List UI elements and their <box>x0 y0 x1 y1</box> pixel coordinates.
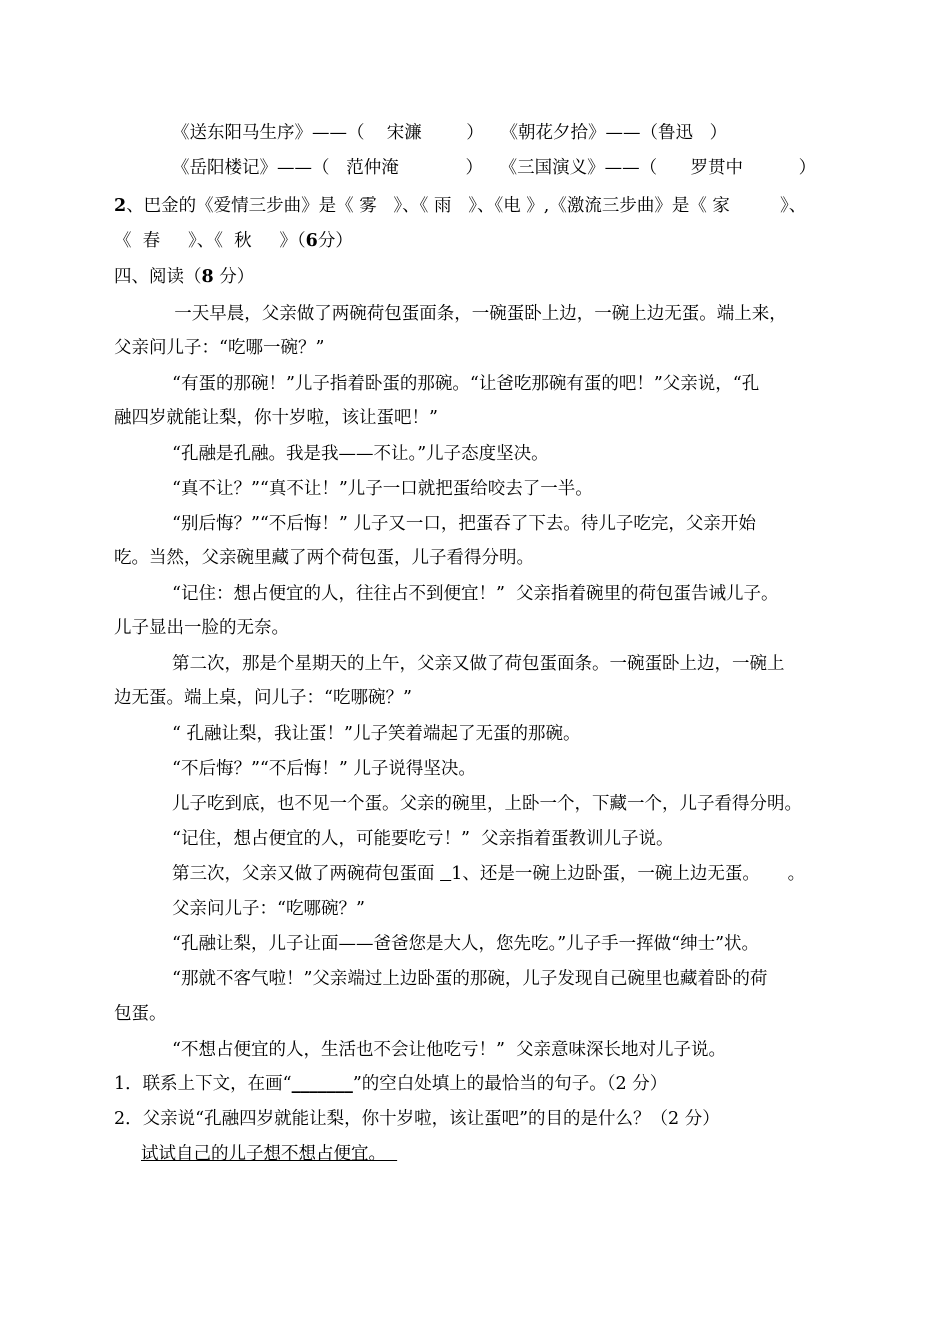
section-title: 四、阅读（ <box>114 267 202 287</box>
question-text: 、巴金的《爱情三步曲》是《 雾 》、《 雨 》、《电 》,《激流三步曲》是《 家 》、 <box>126 196 807 216</box>
passage-line: “有蛋的那碗！”儿子指着卧蛋的那碗。“让爸吃那碗有蛋的吧！”父亲说，“孔 <box>172 374 760 394</box>
passage-line: 父亲问儿子：“吃哪碗？” <box>172 899 365 919</box>
passage-line: “不想占便宜的人，生活也不会让他吃亏！” 父亲意味深长地对儿子说。 <box>172 1040 727 1060</box>
passage-text: 第三次，父亲又做了两碗荷包蛋面 <box>172 864 441 884</box>
question-2-line-1 <box>114 195 806 217</box>
passage-line: “ 孔融让梨，我让蛋！”儿子笑着端起了无蛋的那碗。 <box>172 724 581 744</box>
passage-line: 一天早晨，父亲做了两碗荷包蛋面条，一碗蛋卧上边，一碗上边无蛋。端上来， <box>152 304 787 324</box>
question-text: ”的空白处填上的最恰当的句子。（2 分） <box>352 1074 668 1094</box>
score-value: 6 <box>305 231 318 251</box>
question-2: 2．父亲说“孔融四岁就能让梨，你十岁啦，该让蛋吧”的目的是什么？（2 分） <box>114 1109 720 1129</box>
question-text: 《 春 》、《 秋 》（ <box>114 231 306 251</box>
question-2-line-2 <box>114 230 353 252</box>
passage-line: “不后悔？”“不后悔！” 儿子说得坚决。 <box>172 759 476 779</box>
passage-line: 吃。当然，父亲碗里藏了两个荷包蛋，儿子看得分明。 <box>114 548 534 568</box>
score-unit: 分） <box>213 267 255 287</box>
passage-line: 边无蛋。端上桌，问儿子：“吃哪碗？” <box>114 688 412 708</box>
passage-line: 第二次，那是个星期天的上午，父亲又做了荷包蛋面条。一碗蛋卧上边，一碗上 <box>172 654 785 674</box>
blank-line: _______ <box>291 1074 353 1094</box>
passage-line: 融四岁就能让梨，你十岁啦，该让蛋吧！” <box>114 408 438 428</box>
question-1 <box>114 1073 667 1095</box>
passage-line: “记住，想占便宜的人，可能要吃亏！” 父亲指着蛋教训儿子说。 <box>172 829 674 849</box>
passage-line: 儿子显出一脸的无奈。 <box>114 618 289 638</box>
passage-line: “孔融是孔融。我是我——不让。”儿子态度坚决。 <box>172 444 549 464</box>
passage-line <box>172 863 805 885</box>
passage-text: 1、还是一碗上边卧蛋，一碗上边无蛋。 。 <box>451 864 806 884</box>
passage-line: 儿子吃到底，也不见一个蛋。父亲的碗里，上卧一个，下藏一个，儿子看得分明。 <box>172 794 802 814</box>
question-number: 2 <box>114 196 127 216</box>
section-heading <box>114 266 254 288</box>
blank-underline <box>440 864 451 884</box>
score-unit: 分） <box>317 231 353 251</box>
answer-2: 试试自己的儿子想不想占便宜。 <box>141 1144 398 1164</box>
answer-line-2: 《岳阳楼记》——（ 范仲淹 ） 《三国演义》——（ 罗贯中 ） <box>172 158 817 178</box>
passage-line: “孔融让梨，儿子让面——爸爸您是大人，您先吃。”儿子手一挥做“绅士”状。 <box>172 934 760 954</box>
score-value: 8 <box>201 267 214 287</box>
passage-line: 包蛋。 <box>114 1004 167 1024</box>
passage-line: “别后悔？”“不后悔！” 儿子又一口，把蛋吞了下去。待儿子吃完，父亲开始 <box>172 514 756 534</box>
passage-line: 父亲问儿子：“吃哪一碗？” <box>114 338 325 358</box>
passage-line: “真不让？”“真不让！”儿子一口就把蛋给咬去了一半。 <box>172 479 593 499</box>
passage-line: “记住：想占便宜的人，往往占不到便宜！” 父亲指着碗里的荷包蛋告诫儿子。 <box>172 584 779 604</box>
passage-line: “那就不客气啦！”父亲端过上边卧蛋的那碗，儿子发现自己碗里也藏着卧的荷 <box>172 969 768 989</box>
answer-line-1: 《送东阳马生序》——（ 宋濂 ） 《朝花夕拾》——（鲁迅 ） <box>172 123 728 143</box>
question-text: 1．联系上下文，在画“ <box>114 1074 292 1094</box>
